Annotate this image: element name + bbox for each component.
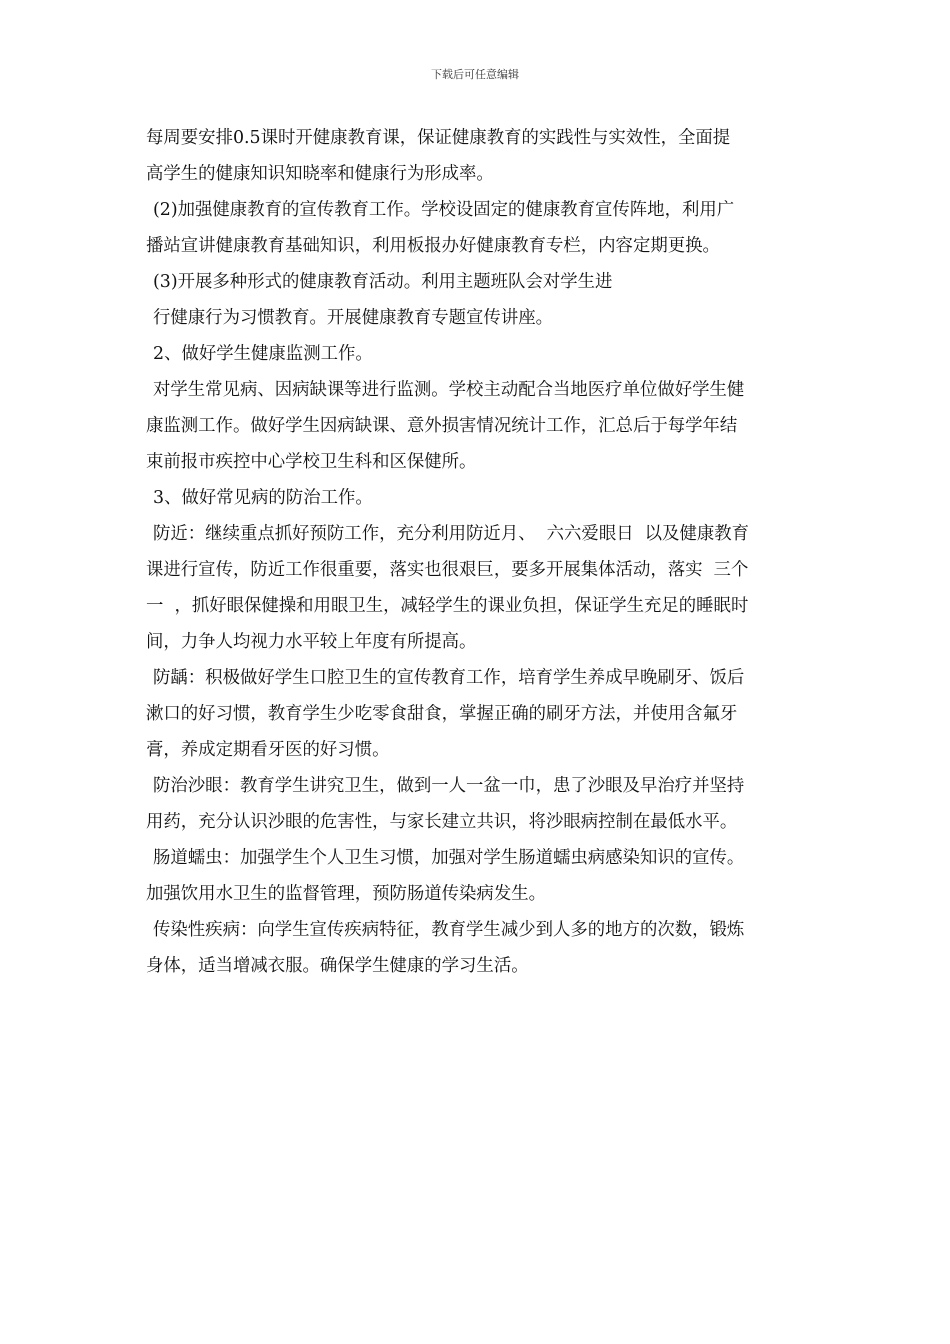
text-line-11: 3、做好常见病的防治工作。 <box>153 488 373 508</box>
text-line-10: 束前报市疾控中心学校卫生科和区保健所。 <box>146 452 477 472</box>
text-line-4: 播站宣讲健康教育基础知识，利用板报办好健康教育专栏，内容定期更换。 <box>146 236 720 256</box>
text-line-8: 对学生常见病、因病缺课等进行监测。学校主动配合当地医疗单位做好学生健 <box>153 380 745 400</box>
text-line-5: (3)开展多种形式的健康教育活动。利用主题班队会对学生进 <box>153 272 613 292</box>
text-line-6: 行健康行为习惯教育。开展健康教育专题宣传讲座。 <box>153 308 553 328</box>
text-line-3: (2)加强健康教育的宣传教育工作。学校设固定的健康教育宣传阵地，利用广 <box>153 200 735 220</box>
text-line-14: 一 ，抓好眼保健操和用眼卫生，减轻学生的课业负担，保证学生充足的睡眠时 <box>146 596 749 616</box>
text-line-16: 防龋：积极做好学生口腔卫生的宣传教育工作，培育学生养成早晚刷牙、饭后 <box>153 668 745 688</box>
text-line-12: 防近：继续重点抓好预防工作，充分利用防近月、 六六爱眼日 以及健康教育 <box>153 524 750 544</box>
text-line-22: 加强饮用水卫生的监督管理，预防肠道传染病发生。 <box>146 884 546 904</box>
text-line-2: 高学生的健康知识知晓率和健康行为形成率。 <box>146 164 494 184</box>
text-line-24: 身体，适当增减衣服。确保学生健康的学习生活。 <box>146 956 529 976</box>
text-line-18: 膏，养成定期看牙医的好习惯。 <box>146 740 390 760</box>
text-line-15: 间，力争人均视力水平较上年度有所提高。 <box>146 632 477 652</box>
text-line-9: 康监测工作。做好学生因病缺课、意外损害情况统计工作，汇总后于每学年结 <box>146 416 738 436</box>
text-line-7: 2、做好学生健康监测工作。 <box>153 344 373 364</box>
text-line-23: 传染性疾病：向学生宣传疾病特征，教育学生减少到人多的地方的次数，锻炼 <box>153 920 745 940</box>
text-line-17: 漱口的好习惯，教育学生少吃零食甜食，掌握正确的刷牙方法，并使用含氟牙 <box>146 704 738 724</box>
page-header-note: 下载后可任意编辑 <box>431 68 519 81</box>
text-line-21: 肠道蠕虫：加强学生个人卫生习惯，加强对学生肠道蠕虫病感染知识的宣传。 <box>153 848 745 868</box>
document-body <box>146 120 811 984</box>
text-line-20: 用药，充分认识沙眼的危害性，与家长建立共识，将沙眼病控制在最低水平。 <box>146 812 738 832</box>
text-line-1: 每周要安排0.5课时开健康教育课，保证健康教育的实践性与实效性，全面提 <box>146 128 731 148</box>
text-line-19: 防治沙眼：教育学生讲究卫生，做到一人一盆一巾，患了沙眼及早治疗并坚持 <box>153 776 745 796</box>
text-line-13: 课进行宣传，防近工作很重要，落实也很艰巨，要多开展集体活动，落实 三个 <box>146 560 749 580</box>
